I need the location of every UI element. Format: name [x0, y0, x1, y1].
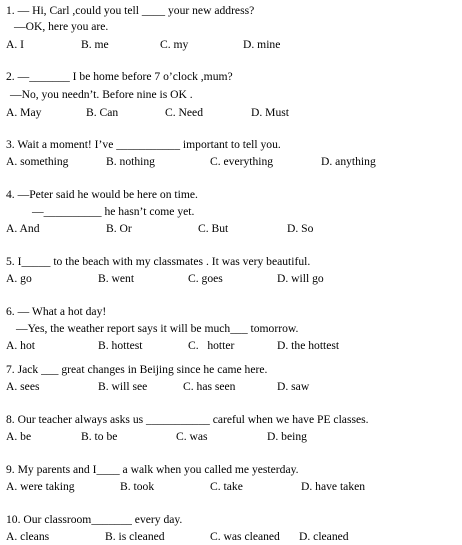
- option-c[interactable]: C. everything: [210, 155, 274, 168]
- option-a[interactable]: A. be: [6, 430, 32, 443]
- question-stem: —No, you needn’t. Before nine is OK .: [10, 88, 193, 101]
- option-b[interactable]: B. me: [81, 38, 109, 51]
- option-c[interactable]: C. my: [160, 38, 189, 51]
- option-d[interactable]: D. Must: [251, 106, 290, 119]
- option-b[interactable]: B. nothing: [106, 155, 155, 168]
- question-stem: 6. — What a hot day!: [6, 305, 107, 318]
- option-c[interactable]: C. was cleaned: [210, 530, 280, 543]
- option-c[interactable]: C. was: [176, 430, 208, 443]
- option-d[interactable]: D. being: [267, 430, 307, 443]
- option-c[interactable]: C. goes: [188, 272, 223, 285]
- option-a[interactable]: A. May: [6, 106, 42, 119]
- question-stem: 1. — Hi, Carl ,could you tell ____ your new address?: [6, 4, 255, 17]
- option-d[interactable]: D. will go: [277, 272, 324, 285]
- option-c[interactable]: C. has seen: [183, 380, 236, 393]
- question-stem: 5. I_____ to the beach with my classmates . It was very beautiful.: [6, 255, 311, 268]
- option-b[interactable]: B. to be: [81, 430, 118, 443]
- question-stem: —__________ he hasn’t come yet.: [32, 205, 195, 218]
- option-a[interactable]: A. go: [6, 272, 32, 285]
- option-d[interactable]: D. the hottest: [277, 339, 340, 352]
- option-d[interactable]: D. So: [287, 222, 314, 235]
- question-stem: 9. My parents and I____ a walk when you called me yesterday.: [6, 463, 299, 476]
- option-c[interactable]: C. But: [198, 222, 229, 235]
- option-d[interactable]: D. cleaned: [299, 530, 349, 543]
- question-stem: 2. —_______ I be home before 7 o’clock ,mum?: [6, 70, 233, 83]
- option-b[interactable]: B. took: [120, 480, 155, 493]
- question-stem: 7. Jack ___ great changes in Beijing since he came here.: [6, 363, 268, 376]
- option-d[interactable]: D. have taken: [301, 480, 366, 493]
- option-a[interactable]: A. sees: [6, 380, 40, 393]
- option-b[interactable]: B. will see: [98, 380, 148, 393]
- option-b[interactable]: B. hottest: [98, 339, 143, 352]
- question-stem: 4. —Peter said he would be here on time.: [6, 188, 198, 201]
- option-d[interactable]: D. saw: [277, 380, 310, 393]
- option-b[interactable]: B. went: [98, 272, 135, 285]
- option-a[interactable]: A. And: [6, 222, 40, 235]
- option-b[interactable]: B. is cleaned: [105, 530, 165, 543]
- option-c[interactable]: C. hotter: [188, 339, 235, 352]
- question-stem: —OK, here you are.: [14, 20, 109, 33]
- option-d[interactable]: D. anything: [321, 155, 376, 168]
- option-b[interactable]: B. Or: [106, 222, 132, 235]
- question-stem: 3. Wait a moment! I’ve ___________ important to tell you.: [6, 138, 281, 151]
- option-a[interactable]: A. hot: [6, 339, 35, 352]
- question-stem: 8. Our teacher always asks us ___________ careful when we have PE classes.: [6, 413, 369, 426]
- option-a[interactable]: A. I: [6, 38, 25, 51]
- option-c[interactable]: C. Need: [165, 106, 203, 119]
- question-stem: —Yes, the weather report says it will be much___ tomorrow.: [16, 322, 299, 335]
- option-a[interactable]: A. cleans: [6, 530, 50, 543]
- option-d[interactable]: D. mine: [243, 38, 281, 51]
- option-c[interactable]: C. take: [210, 480, 243, 493]
- question-stem: 10. Our classroom_______ every day.: [6, 513, 183, 526]
- option-b[interactable]: B. Can: [86, 106, 119, 119]
- option-a[interactable]: A. something: [6, 155, 69, 168]
- option-a[interactable]: A. were taking: [6, 480, 75, 493]
